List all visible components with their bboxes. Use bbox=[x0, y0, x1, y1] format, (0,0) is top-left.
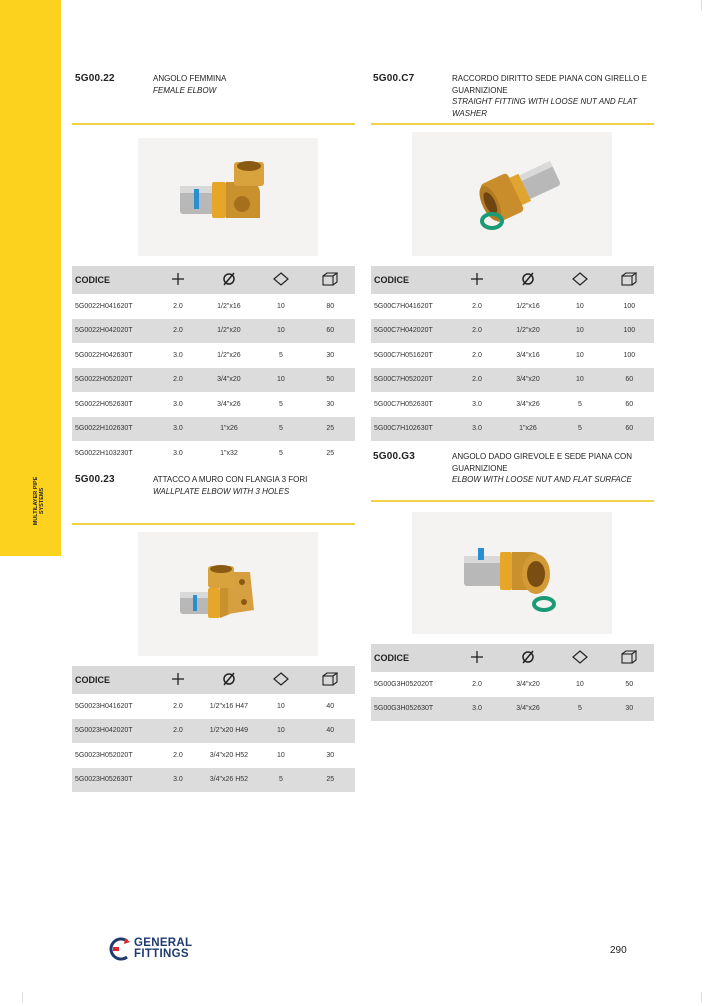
table-row bbox=[72, 417, 355, 442]
cell-pack: 5 bbox=[278, 351, 283, 359]
cell-box: 50 bbox=[625, 680, 634, 688]
product-photo bbox=[138, 532, 318, 656]
straight-fitting-image bbox=[412, 132, 612, 256]
description-it: ANGOLO FEMMINA bbox=[153, 74, 227, 83]
cell-box: 60 bbox=[306, 319, 355, 344]
cell-code: 5G00C7H041620T bbox=[374, 302, 433, 310]
cell-pack: 5 bbox=[555, 417, 604, 442]
cell-box: 100 bbox=[623, 302, 636, 310]
product-photo bbox=[138, 138, 318, 256]
cell-pipe: 2.0 bbox=[472, 680, 482, 688]
table-row bbox=[371, 368, 654, 393]
cell-code: 5G0023H041620T bbox=[75, 702, 133, 710]
description-it: RACCORDO DIRITTO SEDE PIANA CON GIRELLO E GUARNIZIONE bbox=[452, 74, 647, 95]
cell-pack: 5 bbox=[577, 400, 582, 408]
description-en: WALLPLATE ELBOW WITH 3 HOLES bbox=[153, 486, 290, 496]
cell-box: 60 bbox=[605, 368, 654, 393]
spec-table bbox=[371, 644, 654, 721]
cell-pack: 10 bbox=[555, 368, 604, 393]
description-en: ELBOW WITH LOOSE NUT AND FLAT SURFACE bbox=[452, 475, 632, 484]
product-photo bbox=[412, 132, 612, 256]
cell-code: 5G00C7H052020T bbox=[371, 368, 453, 393]
product-code: 5G00.G3 bbox=[373, 451, 415, 462]
cell-code: 5G0022H103230T bbox=[75, 449, 133, 457]
table-header bbox=[371, 644, 654, 672]
cell-pack: 5 bbox=[278, 449, 283, 457]
cell-box: 60 bbox=[625, 400, 634, 408]
table-row bbox=[72, 319, 355, 344]
table-row bbox=[72, 768, 355, 793]
box-icon bbox=[306, 666, 355, 694]
cell-code: 5G0022H052630T bbox=[75, 400, 133, 408]
spec-table bbox=[72, 666, 355, 792]
thread-diameter-icon bbox=[202, 666, 257, 694]
cell-pack: 10 bbox=[576, 351, 584, 359]
section-rule bbox=[371, 123, 654, 125]
cell-code: 5G00C7H052630T bbox=[374, 400, 433, 408]
cell-pipe: 3.0 bbox=[173, 449, 183, 457]
logo-line1: GENERAL bbox=[134, 937, 193, 949]
description-en: STRAIGHT FITTING WITH LOOSE NUT AND FLAT WASHER bbox=[452, 97, 637, 118]
table-header bbox=[72, 666, 355, 694]
product-description bbox=[153, 73, 343, 96]
table-row bbox=[72, 441, 355, 466]
page-number: 290 bbox=[610, 945, 627, 956]
cell-thread: 3/4"x20 bbox=[516, 680, 540, 688]
cell-box: 25 bbox=[306, 417, 355, 442]
cell-thread: 3/4"x26 H52 bbox=[202, 768, 257, 793]
product-code: 5G00.22 bbox=[75, 73, 115, 84]
cell-box: 30 bbox=[605, 697, 654, 722]
logo-wordmark bbox=[134, 938, 192, 960]
box-icon bbox=[605, 644, 654, 672]
cell-box: 100 bbox=[623, 351, 636, 359]
cell-thread: 3/4"x26 bbox=[501, 697, 556, 722]
cell-thread: 3/4"x20 bbox=[501, 368, 556, 393]
table-row bbox=[72, 294, 355, 319]
cell-box: 80 bbox=[326, 302, 335, 310]
cell-pack: 5 bbox=[278, 400, 283, 408]
table-row bbox=[72, 368, 355, 393]
pipe-size-icon bbox=[453, 644, 500, 672]
brand-logo bbox=[107, 936, 193, 967]
logo-mark-icon bbox=[107, 936, 131, 962]
cell-pack: 10 bbox=[276, 702, 285, 710]
table-row bbox=[371, 697, 654, 722]
cell-pack: 10 bbox=[576, 302, 584, 310]
cell-pipe: 2.0 bbox=[472, 302, 482, 310]
cell-pipe: 2.0 bbox=[173, 702, 183, 710]
column-header-code: CODICE bbox=[72, 666, 154, 694]
cell-box: 25 bbox=[326, 449, 335, 457]
sidebar-label-line1: MULTILAYER PIPE bbox=[33, 476, 39, 526]
product-description bbox=[452, 73, 652, 119]
sidebar-label bbox=[28, 466, 50, 536]
cell-thread: 1"x26 bbox=[501, 417, 556, 442]
crop-mark bbox=[22, 992, 23, 1002]
pack-icon bbox=[256, 266, 305, 294]
table-row bbox=[371, 294, 654, 319]
table-header bbox=[371, 266, 654, 294]
pack-icon bbox=[555, 644, 604, 672]
pack-icon bbox=[555, 266, 604, 294]
cell-thread: 3/4"x16 bbox=[516, 351, 540, 359]
crop-mark bbox=[701, 992, 702, 1002]
cell-code: 5G0022H042020T bbox=[72, 319, 154, 344]
female-elbow-image bbox=[138, 138, 318, 256]
table-row bbox=[371, 319, 654, 344]
pipe-size-icon bbox=[154, 666, 201, 694]
cell-pipe: 3.0 bbox=[154, 417, 201, 442]
cell-thread: 1/2"x20 H49 bbox=[202, 719, 257, 744]
cell-pipe: 3.0 bbox=[472, 400, 482, 408]
section-rule bbox=[371, 500, 654, 502]
cell-pipe: 2.0 bbox=[472, 351, 482, 359]
cell-pack: 10 bbox=[276, 751, 285, 759]
cell-box: 100 bbox=[605, 319, 654, 344]
cell-pipe: 2.0 bbox=[173, 751, 183, 759]
cell-code: 5G0023H052630T bbox=[72, 768, 154, 793]
table-row bbox=[72, 392, 355, 417]
product-code: 5G00.C7 bbox=[373, 73, 415, 84]
cell-box: 30 bbox=[326, 351, 335, 359]
cell-box: 30 bbox=[326, 751, 335, 759]
product-code: 5G00.23 bbox=[75, 474, 115, 485]
cell-code: 5G00C7H051620T bbox=[374, 351, 433, 359]
product-description bbox=[452, 451, 652, 486]
cell-pack: 10 bbox=[576, 680, 584, 688]
cell-pipe: 2.0 bbox=[453, 368, 500, 393]
cell-thread: 1/2"x16 bbox=[516, 302, 540, 310]
sidebar-label-line2: SYSTEMS bbox=[39, 487, 45, 515]
logo-line2: FITTINGS bbox=[134, 948, 189, 960]
box-icon bbox=[605, 266, 654, 294]
pipe-size-icon bbox=[453, 266, 500, 294]
cell-code: 5G0022H041620T bbox=[75, 302, 133, 310]
cell-box: 60 bbox=[605, 417, 654, 442]
cell-code: 5G0022H052020T bbox=[72, 368, 154, 393]
cell-thread: 1/2"x16 H47 bbox=[209, 702, 249, 710]
cell-pipe: 2.0 bbox=[154, 719, 201, 744]
thread-diameter-icon bbox=[202, 266, 257, 294]
cell-pack: 10 bbox=[256, 719, 305, 744]
spec-table bbox=[371, 266, 654, 441]
cell-thread: 1"x32 bbox=[220, 449, 238, 457]
wallplate-elbow-image bbox=[138, 532, 318, 656]
cell-pack: 5 bbox=[256, 768, 305, 793]
description-it: ANGOLO DADO GIREVOLE E SEDE PIANA CON GUARNIZIONE bbox=[452, 452, 633, 473]
cell-thread: 1/2"x20 bbox=[501, 319, 556, 344]
cell-thread: 3/4"x26 bbox=[516, 400, 540, 408]
thread-diameter-icon bbox=[501, 266, 556, 294]
table-row bbox=[72, 343, 355, 368]
cell-box: 25 bbox=[306, 768, 355, 793]
cell-pipe: 3.0 bbox=[173, 400, 183, 408]
cell-box: 50 bbox=[306, 368, 355, 393]
table-row bbox=[371, 672, 654, 697]
pack-icon bbox=[256, 666, 305, 694]
cell-pack: 10 bbox=[276, 302, 285, 310]
product-photo bbox=[412, 512, 612, 634]
cell-thread: 1"x26 bbox=[202, 417, 257, 442]
elbow-loose-nut-image bbox=[412, 512, 612, 634]
cell-pack: 10 bbox=[256, 319, 305, 344]
cell-pipe: 2.0 bbox=[154, 319, 201, 344]
cell-pack: 10 bbox=[256, 368, 305, 393]
column-header-code: CODICE bbox=[371, 266, 453, 294]
cell-code: 5G00G3H052630T bbox=[371, 697, 453, 722]
cell-pipe: 3.0 bbox=[173, 351, 183, 359]
cell-pipe: 2.0 bbox=[453, 319, 500, 344]
cell-code: 5G00C7H042020T bbox=[371, 319, 453, 344]
table-row bbox=[72, 719, 355, 744]
cell-pipe: 3.0 bbox=[453, 417, 500, 442]
cell-code: 5G0022H042630T bbox=[75, 351, 133, 359]
cell-box: 30 bbox=[326, 400, 335, 408]
table-row bbox=[371, 392, 654, 417]
cell-pipe: 3.0 bbox=[453, 697, 500, 722]
cell-thread: 3/4"x26 bbox=[217, 400, 241, 408]
cell-code: 5G0022H102630T bbox=[72, 417, 154, 442]
cell-pipe: 2.0 bbox=[173, 302, 183, 310]
column-header-code: CODICE bbox=[72, 266, 154, 294]
column-header-code: CODICE bbox=[371, 644, 453, 672]
cell-thread: 1/2"x16 bbox=[217, 302, 241, 310]
cell-box: 40 bbox=[306, 719, 355, 744]
pipe-size-icon bbox=[154, 266, 201, 294]
table-row bbox=[72, 694, 355, 719]
description-en: FEMALE ELBOW bbox=[153, 85, 217, 95]
description-it: ATTACCO A MURO CON FLANGIA 3 FORI bbox=[153, 475, 308, 484]
cell-code: 5G0023H052020T bbox=[75, 751, 133, 759]
cell-code: 5G00G3H052020T bbox=[374, 680, 434, 688]
cell-thread: 1/2"x26 bbox=[217, 351, 241, 359]
cell-thread: 1/2"x20 bbox=[202, 319, 257, 344]
crop-mark bbox=[701, 0, 702, 10]
table-row bbox=[72, 743, 355, 768]
cell-thread: 3/4"x20 bbox=[202, 368, 257, 393]
cell-pipe: 3.0 bbox=[154, 768, 201, 793]
cell-box: 40 bbox=[326, 702, 335, 710]
cell-code: 5G00C7H102630T bbox=[371, 417, 453, 442]
section-rule bbox=[72, 123, 355, 125]
product-description bbox=[153, 474, 343, 497]
cell-code: 5G0023H042020T bbox=[72, 719, 154, 744]
cell-pack: 5 bbox=[555, 697, 604, 722]
section-rule bbox=[72, 523, 355, 525]
thread-diameter-icon bbox=[501, 644, 556, 672]
cell-pipe: 2.0 bbox=[154, 368, 201, 393]
box-icon bbox=[306, 266, 355, 294]
table-row bbox=[371, 343, 654, 368]
table-header bbox=[72, 266, 355, 294]
table-row bbox=[371, 417, 654, 442]
cell-pack: 5 bbox=[256, 417, 305, 442]
spec-table bbox=[72, 266, 355, 466]
cell-pack: 10 bbox=[555, 319, 604, 344]
cell-thread: 3/4"x20 H52 bbox=[209, 751, 249, 759]
